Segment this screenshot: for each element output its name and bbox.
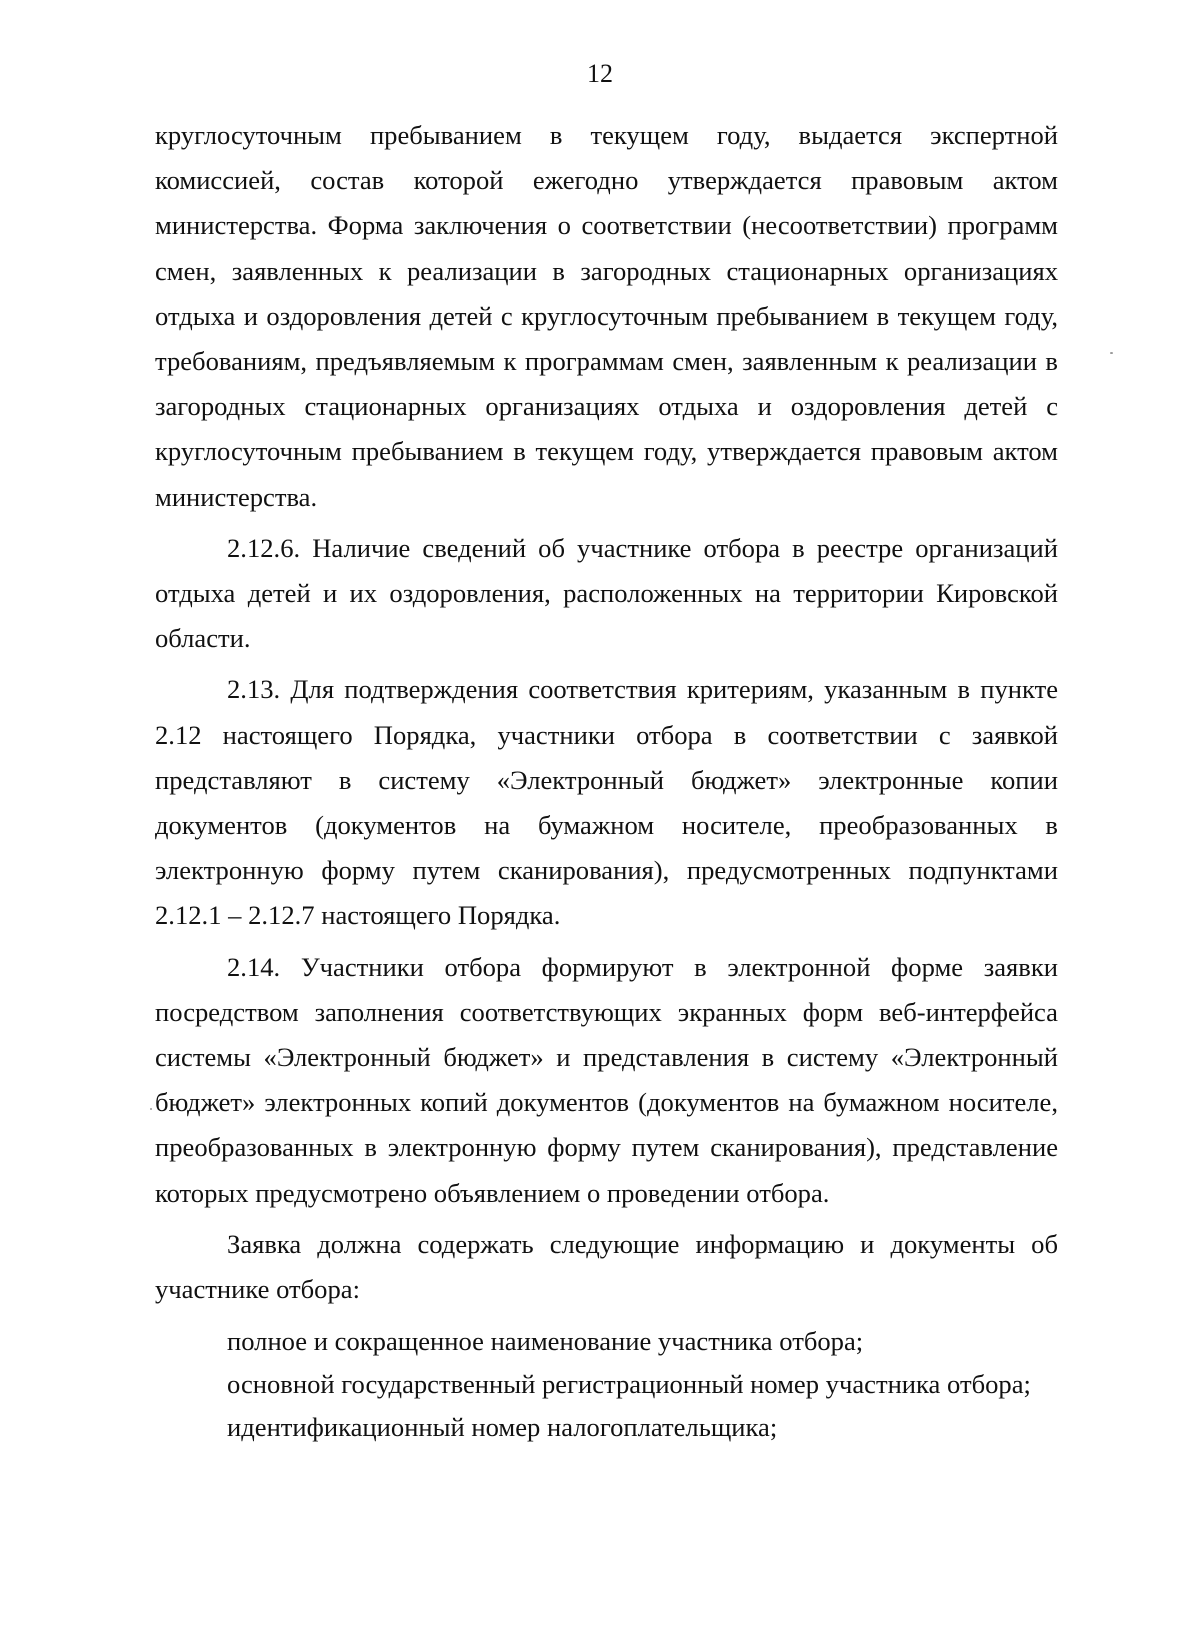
list-item: полное и сокращенное наименование участника отбора;	[227, 1326, 864, 1357]
paragraph-2-13: 2.13. Для подтверждения соответствия критериям, указанным в пункте 2.12 настоящего Порядка, участники отбора в соответствии с заявкой представляют в систему «Электронный бюджет» электронные копии документов (документов на бумажном носителе, преобразованных в электронную форму путем сканирования), предусмотренных подпунктами 2.12.1 – 2.12.7 настоящего Порядка.	[155, 674, 1058, 931]
paragraph-2-14: 2.14. Участники отбора формируют в электронной форме заявки посредством заполнения соответствующих экранных форм веб-интерфейса системы «Электронный бюджет» и представления в систему «Электронный бюджет» электронных копий документов (документов на бумажном носителе, преобразованных в электронную форму путем сканирования), представление которых предусмотрено объявлением о проведении отбора.	[155, 951, 1058, 1208]
list-item: основной государственный регистрационный номер участника отбора;	[227, 1369, 1031, 1400]
scan-speck	[1110, 352, 1113, 354]
paragraph-application-contents: Заявка должна содержать следующие информацию и документы об участнике отбора:	[155, 1228, 1058, 1305]
document-body	[155, 113, 1058, 1449]
paragraph-2-12-6: 2.12.6. Наличие сведений об участнике отбора в реестре организаций отдыха детей и их оздоровления, расположенных на территории Кировской области.	[155, 532, 1058, 654]
paragraph-continuation: круглосуточным пребыванием в текущем году, выдается экспертной комиссией, состав которой ежегодно утверждается правовым актом министерства. Форма заключения о соответствии (несоответствии) программ смен, заявленных к реализации в загородных стационарных организациях отдыха и оздоровления детей с круглосуточным пребыванием в текущем году, требованиям, предъявляемым к программам смен, заявленным к реализации в загородных стационарных организациях отдыха и оздоровления детей с круглосуточным пребыванием в текущем году, утверждается правовым актом министерства.	[155, 120, 1058, 512]
scan-speck	[150, 1108, 152, 1110]
page-number: 12	[587, 59, 613, 88]
list-item: идентификационный номер налогоплательщика;	[227, 1412, 778, 1443]
